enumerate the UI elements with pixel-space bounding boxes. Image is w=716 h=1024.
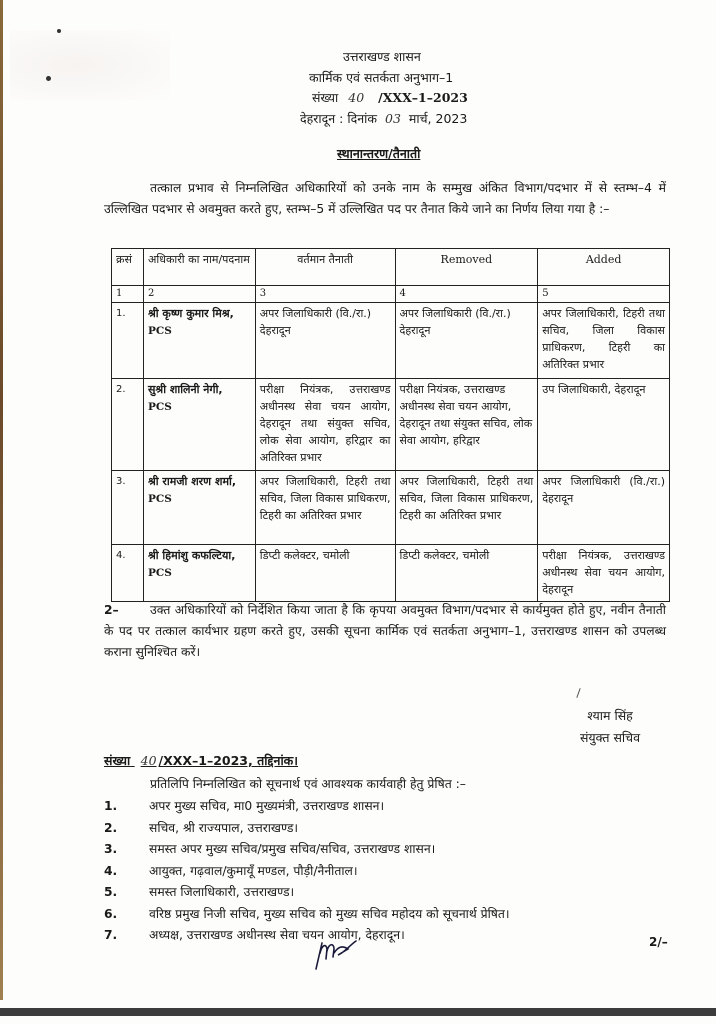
scan-smudge <box>10 30 170 100</box>
column-number-row <box>112 286 670 303</box>
list-item-text: अपर मुख्य सचिव, मा0 मुख्यमंत्री, उत्तराखण्ड शासन। <box>149 799 385 813</box>
list-item-text: अध्यक्ष, उत्तराखण्ड अधीनस्थ सेवा चयन आयोग, देहरादून। <box>149 928 405 942</box>
row-removed: अपर जिलाधिकारी, टिहरी तथा सचिव, जिला विकास प्राधिकरण, टिहरी का अतिरिक्त प्रभार <box>395 471 538 545</box>
order-number <box>312 90 468 106</box>
header-sno: क्रसं <box>112 249 144 286</box>
page-continuation: 2/– <box>649 935 668 949</box>
list-item <box>104 818 510 840</box>
row-sno: 4. <box>112 545 144 602</box>
list-item <box>104 925 510 947</box>
scan-speck <box>46 76 51 81</box>
order-date <box>300 111 467 127</box>
instruction-paragraph <box>104 600 666 663</box>
column-number: 3 <box>255 286 395 303</box>
row-officer <box>143 471 255 545</box>
govt-name: उत्तराखण्ड शासन <box>343 49 421 64</box>
signatory-block <box>555 705 665 749</box>
row-officer <box>143 379 255 471</box>
copy-intro: प्रतिलिपि निम्नलिखित को सूचनार्थ एवं आवश्यक कार्यवाही हेतु प्रेषित :– <box>150 777 466 791</box>
list-item <box>104 904 510 926</box>
order-date-handwritten: 03 <box>385 111 401 126</box>
row-current-posting: अपर जिलाधिकारी (वि./रा.) देहरादून <box>255 303 395 379</box>
subject-heading: स्थानान्तरण/तैनाती <box>337 146 421 161</box>
signatory-designation: संयुक्त सचिव <box>579 730 641 745</box>
header-officer-name: अधिकारी का नाम/पदनाम <box>143 249 255 286</box>
column-number: 4 <box>395 286 538 303</box>
paragraph-number: 2– <box>104 603 119 617</box>
row-officer <box>143 545 255 602</box>
list-item-text: समस्त अपर मुख्य सचिव/प्रमुख सचिव/सचिव, उत्तराखण्ड शासन। <box>149 842 436 856</box>
column-number: 1 <box>112 286 144 303</box>
list-item-number: 5. <box>104 885 118 899</box>
row-officer <box>143 303 255 379</box>
scan-bottom-bar <box>0 1008 716 1016</box>
copy-reference <box>104 752 298 769</box>
officer-name: श्री रामजी शरण शर्मा, <box>147 475 237 488</box>
row-added: परीक्षा नियंत्रक, उत्तराखण्ड अधीनस्थ सेवा चयन आयोग, देहरादून <box>538 545 670 602</box>
table-header-row <box>112 249 670 286</box>
row-removed: अपर जिलाधिकारी (वि./रा.) देहरादून <box>395 303 538 379</box>
copy-reference-suffix: /XXX–1–2023, तद्दिनांक। <box>158 753 299 768</box>
intro-paragraph: तत्काल प्रभाव से निम्नलिखित अधिकारियों को उनके नाम के सम्मुख अंकित विभाग/पदभार में से स्तम्भ–4 में उल्लिखित पदभार से अवमुक्त करते हुए, स्तम्भ–5 में उल्लिखित पद पर तैनात किये जाने का निर्णय लिया गया है :– <box>104 181 666 216</box>
order-date-suffix: मार्च, 2023 <box>408 111 468 126</box>
list-item-text: आयुक्त, गढ़वाल/कुमायूँ मण्डल, पौड़ी/नैनीताल। <box>149 863 358 878</box>
copy-list <box>104 796 510 947</box>
header-current-posting: वर्तमान तैनाती <box>255 249 395 286</box>
officer-service: PCS <box>147 325 172 337</box>
table-row <box>112 545 670 602</box>
list-item <box>104 861 510 883</box>
officer-name: श्री कृष्ण कुमार मिश्र, <box>147 307 234 320</box>
row-added: उप जिलाधिकारी, देहरादून <box>538 379 670 471</box>
list-item <box>104 882 510 904</box>
row-removed: डिप्टी कलेक्टर, चमोली <box>395 545 538 602</box>
list-item-number: 3. <box>104 842 118 856</box>
officer-service: PCS <box>147 567 172 579</box>
header-added: Added <box>538 249 670 286</box>
officer-name: सुश्री शालिनी नेगी, <box>147 383 223 396</box>
row-added: अपर जिलाधिकारी, टिहरी तथा सचिव, जिला विकास प्राधिकरण, टिहरी का अतिरिक्त प्रभार <box>538 303 670 379</box>
order-number-label: संख्या <box>312 90 339 105</box>
scan-edge <box>0 0 3 1000</box>
officer-service: PCS <box>147 401 172 413</box>
table-row <box>112 379 670 471</box>
list-item-text: समस्त जिलाधिकारी, उत्तराखण्ड। <box>149 885 295 899</box>
order-date-label: देहरादून : दिनांक <box>300 111 378 126</box>
order-number-handwritten: 40 <box>348 90 365 105</box>
table-row <box>112 303 670 379</box>
row-added: अपर जिलाधिकारी (वि./रा.) देहरादून <box>538 471 670 545</box>
header-removed: Removed <box>395 249 538 286</box>
row-current-posting: अपर जिलाधिकारी, टिहरी तथा सचिव, जिला विकास प्राधिकरण, टिहरी का अतिरिक्त प्रभार <box>255 471 395 545</box>
scan-speck <box>57 29 61 33</box>
officer-name: श्री हिमांशु कफल्टिया, <box>147 549 236 562</box>
officer-service: PCS <box>147 493 172 505</box>
row-removed: परीक्षा नियंत्रक, उत्तराखण्ड अधीनस्थ सेवा चयन आयोग, देहरादून तथा संयुक्त सचिव, लोक सेवा आयोग, हरिद्वार <box>395 379 538 471</box>
row-sno: 2. <box>112 379 144 471</box>
row-sno: 1. <box>112 303 144 379</box>
list-item-number: 4. <box>104 863 118 878</box>
list-item-text: सचिव, श्री राज्यपाल, उत्तराखण्ड। <box>149 820 299 835</box>
transfer-table <box>111 248 670 602</box>
signatory-name: श्याम सिंह <box>587 708 633 723</box>
copy-reference-handwritten: 40 <box>140 753 157 768</box>
order-number-suffix: /XXX–1–2023 <box>378 90 468 105</box>
handwritten-signature <box>310 935 360 971</box>
initial-mark <box>576 688 580 698</box>
table-row <box>112 471 670 545</box>
list-item <box>104 796 510 818</box>
row-current-posting: डिप्टी कलेक्टर, चमोली <box>255 545 395 602</box>
list-item-number: 1. <box>104 799 118 813</box>
list-item-text: वरिष्ठ प्रमुख निजी सचिव, मुख्य सचिव को मुख्य सचिव महोदय को सूचनार्थ प्रेषित। <box>149 906 510 921</box>
column-number: 2 <box>143 286 255 303</box>
paragraph-text: उक्त अधिकारियों को निर्देशित किया जाता है कि कृपया अवमुक्त विभाग/पदभार से कार्यमुक्त होते हुए, नवीन तैनाती के पद पर तत्काल कार्यभार ग्रहण करते हुए, उसकी सूचना कार्मिक एवं सतर्कता अनुभाग–1, उत्तराखण्ड शासन को उपलब्ध कराना सुनिश्चित करें। <box>104 603 666 659</box>
list-item <box>104 839 510 861</box>
row-sno: 3. <box>112 471 144 545</box>
row-current-posting: परीक्षा नियंत्रक, उत्तराखण्ड अधीनस्थ सेवा चयन आयोग, देहरादून तथा संयुक्त सचिव, लोक सेवा आयोग, हरिद्वार का अतिरिक्त प्रभार <box>255 379 395 471</box>
list-item-number: 7. <box>104 928 118 942</box>
list-item-number: 6. <box>104 906 118 921</box>
department-name: कार्मिक एवं सतर्कता अनुभाग–1 <box>309 70 454 85</box>
copy-reference-label: संख्या <box>104 753 131 768</box>
list-item-number: 2. <box>104 820 118 835</box>
column-number: 5 <box>538 286 670 303</box>
